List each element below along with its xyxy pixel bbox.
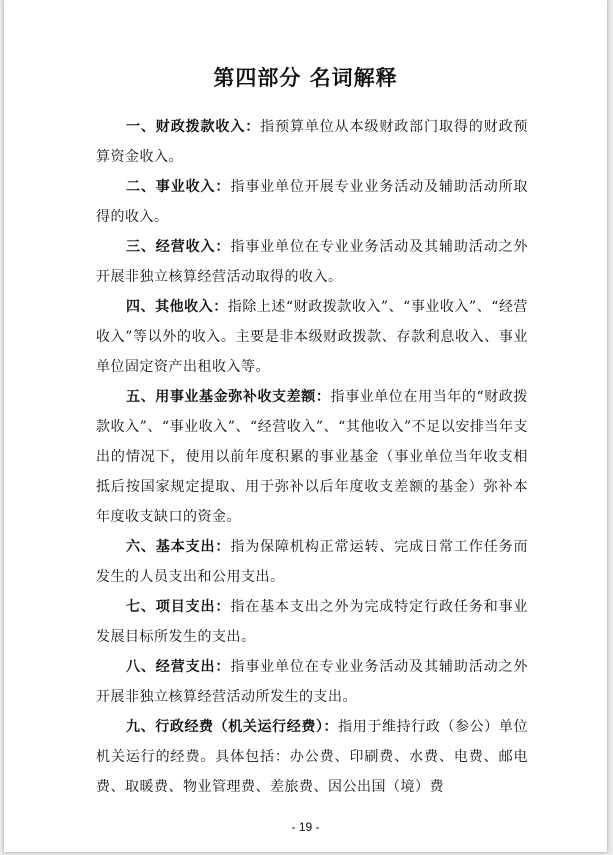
glossary-definition: 指事业单位在用当年的“财政拨款收入”、“事业收入”、“经营收入”、“其他收入”不足以安排当年支出的情况下，使用以前年度积累的事业基金（事业单位当年收支相抵后按国家规定提取、用于弥补以后年度收支差额的基金）弥补本年度收支缺口的资金。 [96, 389, 528, 525]
glossary-entry [96, 292, 528, 382]
glossary-term: 八、经营支出： [126, 659, 231, 675]
glossary-entry [96, 652, 528, 712]
glossary-term: 四、其他收入： [126, 299, 228, 315]
glossary-term: 三、经营收入： [126, 239, 231, 255]
glossary-term: 九、行政经费（机关运行经费）： [126, 719, 339, 735]
glossary-entry [96, 382, 528, 532]
glossary-definition: 指在基本支出之外为完成特定行政任务和事业发展目标所发生的支出。 [96, 599, 529, 645]
glossary-definition: 指预算单位从本级财政部门取得的财政预算资金收入。 [96, 119, 529, 165]
glossary-term: 五、用事业基金弥补收支差额： [126, 389, 331, 405]
page-title: 第四部分 名词解释 [213, 66, 398, 90]
glossary-entry [96, 232, 528, 292]
glossary-definition: 指事业单位在专业业务活动及其辅助活动之外开展非独立核算经营活动取得的收入。 [96, 239, 529, 285]
glossary-definition: 指事业单位在专业业务活动及其辅助活动之外开展非独立核算经营活动所发生的支出。 [96, 659, 529, 705]
glossary-entry [96, 532, 528, 592]
glossary-term: 一、财政拨款收入： [126, 119, 261, 135]
glossary-definition: 指为保障机构正常运转、完成日常工作任务而发生的人员支出和公用支出。 [96, 539, 529, 585]
document-page [4, 0, 607, 852]
page-number: - 19 - [291, 820, 320, 834]
glossary-entry [96, 112, 528, 172]
glossary-entry [96, 712, 528, 802]
glossary-definition: 指除上述“财政拨款收入”、“事业收入”、“经营收入”等以外的收入。主要是非本级财政拨款、存款利息收入、事业单位固定资产出租收入等。 [96, 299, 528, 375]
glossary-body [96, 112, 528, 802]
glossary-term: 二、事业收入： [126, 179, 231, 195]
glossary-definition: 指用于维持行政（参公）单位机关运行的经费。具体包括：办公费、印刷费、水费、电费、邮电费、取暖费、物业管理费、差旅费、因公出国（境）费 [96, 719, 529, 795]
glossary-entry [96, 592, 528, 652]
glossary-entry [96, 172, 528, 232]
glossary-term: 七、项目支出： [126, 599, 231, 615]
glossary-term: 六、基本支出： [126, 539, 231, 555]
glossary-definition: 指事业单位开展专业业务活动及辅助活动所取得的收入。 [96, 179, 529, 225]
